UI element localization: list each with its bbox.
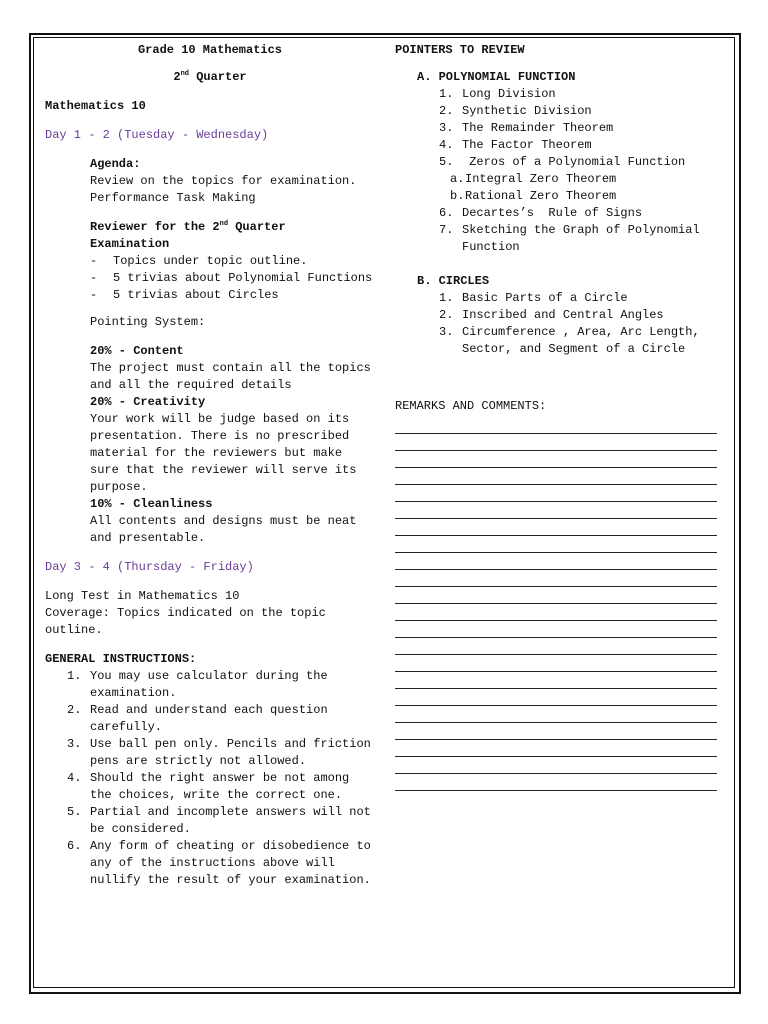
list-item: [395, 171, 720, 188]
section-a-name: POLYNOMIAL FUNCTION: [438, 70, 576, 84]
topic-text: Sketching the Graph of Polynomial Function: [462, 223, 700, 254]
criteria-text: Your work will be judge based on its presentation. There is no prescribed material for the reviewers but make sure that the reviewer will serve its purpose.: [90, 412, 357, 494]
list-item: 3. The Remainder Theorem: [439, 121, 614, 135]
remarks-heading: REMARKS AND COMMENTS:: [395, 399, 547, 413]
list-item: 5. Partial and incomplete answers will not be considered.: [67, 805, 371, 836]
list-item: - Topics under topic outline.: [90, 253, 375, 270]
day34-heading: Day 3 - 4 (Thursday - Friday): [45, 560, 254, 574]
day12-heading: Day 1 - 2 (Tuesday - Wednesday): [45, 128, 269, 142]
section-a-list-cont: [395, 205, 720, 256]
topic-text: Zeros of a Polynomial Function: [462, 155, 686, 169]
topic-text: Inscribed and Central Angles: [462, 308, 664, 322]
remark-line[interactable]: [395, 552, 717, 553]
section-a-list: [395, 86, 720, 171]
remark-line[interactable]: [395, 518, 717, 519]
reviewer-title-b: Quarter: [228, 220, 286, 234]
instruction-text: You may use calculator during the examination.: [90, 669, 328, 700]
remark-line[interactable]: [395, 654, 717, 655]
instruction-text: Read and understand each question carefully.: [90, 703, 328, 734]
agenda-item: Performance Task Making: [90, 191, 256, 205]
section-b-label: B.: [417, 274, 432, 288]
remark-line[interactable]: [395, 671, 717, 672]
section-b-list: [395, 290, 720, 358]
criteria-text: The project must contain all the topics and all the required details: [90, 361, 371, 392]
section-a-sublist: [395, 171, 720, 205]
reviewer-list: [45, 253, 375, 304]
remark-line[interactable]: [395, 790, 717, 791]
remark-line[interactable]: [395, 620, 717, 621]
list-item: 2. Read and understand each question carefully.: [67, 703, 328, 734]
topic-text: Circumference , Area, Arc Length, Sector, and Segment of a Circle: [462, 325, 700, 356]
reviewer-title-sup: nd: [219, 220, 229, 228]
list-item: 4. The Factor Theorem: [439, 138, 592, 152]
remark-line[interactable]: [395, 586, 717, 587]
quarter-heading: [45, 69, 375, 86]
sub-label: a.: [450, 172, 465, 186]
day34-line: Coverage: Topics indicated on the topic outline.: [45, 606, 326, 637]
remark-line[interactable]: [395, 467, 717, 468]
section-b-name: CIRCLES: [438, 274, 490, 288]
remark-line[interactable]: [395, 773, 717, 774]
sub-text: Rational Zero Theorem: [465, 189, 617, 203]
topic-text: Long Division: [462, 87, 556, 101]
list-item: - 5 trivias about Circles: [90, 287, 375, 304]
quarter-sup: nd: [180, 70, 189, 78]
criteria-title: 20% - Creativity: [90, 395, 206, 409]
day34-line: Long Test in Mathematics 10: [45, 589, 240, 603]
instruction-text: Use ball pen only. Pencils and friction pens are strictly not allowed.: [90, 737, 371, 768]
pointers-heading: POINTERS TO REVIEW: [395, 43, 525, 57]
remark-line[interactable]: [395, 705, 717, 706]
remark-line[interactable]: [395, 688, 717, 689]
list-item: 4. Should the right answer be not among the choices, write the correct one.: [67, 771, 350, 802]
remark-line[interactable]: [395, 501, 717, 502]
list-item: 7. Sketching the Graph of Polynomial Function: [439, 223, 700, 254]
instruction-text: Any form of cheating or disobedience to any of the instructions above will nullify the result of your examination.: [90, 839, 371, 887]
sub-label: b.: [450, 189, 465, 203]
remark-line[interactable]: [395, 433, 717, 434]
instruction-text: Should the right answer be not among the choices, write the correct one.: [90, 771, 350, 802]
remark-line[interactable]: [395, 756, 717, 757]
topic-text: The Remainder Theorem: [462, 121, 614, 135]
document-title: Grade 10 Mathematics: [137, 43, 283, 57]
remark-line[interactable]: [395, 603, 717, 604]
criteria-text: All contents and designs must be neat and presentable.: [90, 514, 357, 545]
subject-heading: Mathematics 10: [45, 99, 146, 113]
remark-line[interactable]: [395, 484, 717, 485]
list-item: - 5 trivias about Polynomial Functions: [90, 270, 375, 287]
section-a-label: A.: [417, 70, 432, 84]
remark-line[interactable]: [395, 722, 717, 723]
left-column: [45, 42, 375, 889]
list-item: 2. Inscribed and Central Angles: [439, 308, 664, 322]
list-item: 5. Zeros of a Polynomial Function: [439, 155, 686, 169]
pointing-system-label: Pointing System:: [90, 315, 206, 329]
instructions-list: [45, 668, 375, 889]
remark-line[interactable]: [395, 535, 717, 536]
instructions-heading: GENERAL INSTRUCTIONS:: [45, 652, 197, 666]
list-item: [395, 188, 720, 205]
reviewer-title-line2: Examination: [90, 237, 170, 251]
remark-line[interactable]: [395, 739, 717, 740]
remarks-lines[interactable]: [395, 433, 720, 791]
sub-text: Integral Zero Theorem: [465, 172, 617, 186]
list-item: 6. Any form of cheating or disobedience to any of the instructions above will nullify the result of your examination.: [67, 839, 371, 887]
quarter-num: 2: [173, 70, 181, 84]
section-b-title: [395, 273, 720, 290]
topic-text: The Factor Theorem: [462, 138, 592, 152]
topic-text: Decartes’s Rule of Signs: [462, 206, 643, 220]
agenda-item: Review on the topics for examination.: [90, 174, 357, 188]
agenda-label: Agenda:: [90, 157, 141, 171]
list-item: 2. Synthetic Division: [439, 104, 592, 118]
remark-line[interactable]: [395, 569, 717, 570]
criteria-title: 10% - Cleanliness: [90, 497, 213, 511]
topic-text: Synthetic Division: [462, 104, 592, 118]
topic-text: Basic Parts of a Circle: [462, 291, 628, 305]
criteria-title: 20% - Content: [90, 344, 184, 358]
list-item: 1. You may use calculator during the examination.: [67, 669, 328, 700]
list-item: 1. Long Division: [439, 87, 556, 101]
reviewer-title: [90, 219, 375, 236]
list-item: 6. Decartes’s Rule of Signs: [439, 206, 643, 220]
right-column: [395, 42, 720, 807]
reviewer-title-a: Reviewer for the 2: [90, 220, 220, 234]
quarter-word: Quarter: [196, 70, 247, 84]
remark-line[interactable]: [395, 450, 717, 451]
list-item: 1. Basic Parts of a Circle: [439, 291, 628, 305]
list-item: 3. Use ball pen only. Pencils and friction pens are strictly not allowed.: [67, 737, 371, 768]
section-a-title: [395, 69, 720, 86]
list-item: 3. Circumference , Area, Arc Length, Sector, and Segment of a Circle: [439, 325, 700, 356]
remark-line[interactable]: [395, 637, 717, 638]
instruction-text: Partial and incomplete answers will not be considered.: [90, 805, 371, 836]
